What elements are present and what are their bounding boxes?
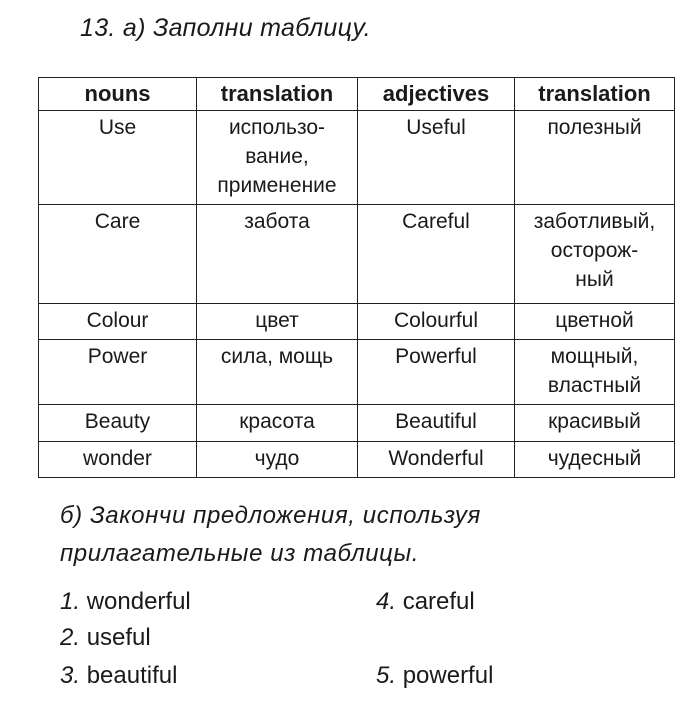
noun-cell: Power <box>39 340 197 405</box>
word-table <box>38 77 675 478</box>
answer-number: 3. <box>60 662 81 689</box>
noun-translation-cell: чудо <box>197 442 358 478</box>
adjective-translation-cell: чудесный <box>515 442 675 478</box>
noun-cell: wonder <box>39 442 197 478</box>
table-row <box>39 340 675 405</box>
noun-translation-cell: использо- вание, применение <box>197 111 358 205</box>
adjective-cell: Careful <box>358 205 515 304</box>
header-adjectives: adjectives <box>358 78 515 111</box>
answer-item <box>376 588 475 616</box>
header-translation-nouns: translation <box>197 78 358 111</box>
table-row <box>39 304 675 340</box>
noun-translation-cell: красота <box>197 405 358 442</box>
table-row <box>39 442 675 478</box>
header-translation-adjectives: translation <box>515 78 675 111</box>
adjective-cell: Wonderful <box>358 442 515 478</box>
answer-item <box>60 662 177 690</box>
answer-number: 2. <box>60 624 81 651</box>
answer-number: 4. <box>376 588 397 615</box>
noun-translation-cell: забота <box>197 205 358 304</box>
noun-translation-cell: цвет <box>197 304 358 340</box>
adjective-translation-cell: полезный <box>515 111 675 205</box>
noun-translation-cell: сила, мощь <box>197 340 358 405</box>
exercise-heading: 13. а) Заполни таблицу. <box>80 14 371 42</box>
header-nouns: nouns <box>39 78 197 111</box>
answer-word: useful <box>86 624 151 651</box>
answer-word: careful <box>402 588 475 615</box>
answer-item <box>60 588 191 616</box>
table-header-row <box>39 78 675 111</box>
adjective-cell: Useful <box>358 111 515 205</box>
answer-word: beautiful <box>86 662 178 689</box>
exercise-subheading: б) Закончи предложения, используя прилагательные из таблицы. <box>60 502 481 567</box>
answer-item <box>60 624 151 652</box>
answer-number: 5. <box>376 662 397 689</box>
adjective-translation-cell: красивый <box>515 405 675 442</box>
answer-word: wonderful <box>86 588 191 615</box>
noun-cell: Beauty <box>39 405 197 442</box>
word-table-container <box>38 77 674 478</box>
table-row <box>39 111 675 205</box>
answer-word: powerful <box>402 662 494 689</box>
adjective-translation-cell: цветной <box>515 304 675 340</box>
noun-cell: Use <box>39 111 197 205</box>
adjective-translation-cell: заботливый, осторож- ный <box>515 205 675 304</box>
table-row <box>39 405 675 442</box>
adjective-cell: Colourful <box>358 304 515 340</box>
noun-cell: Colour <box>39 304 197 340</box>
table-row <box>39 205 675 304</box>
adjective-cell: Beautiful <box>358 405 515 442</box>
answer-number: 1. <box>60 588 81 615</box>
adjective-cell: Powerful <box>358 340 515 405</box>
adjective-translation-cell: мощный, властный <box>515 340 675 405</box>
noun-cell: Care <box>39 205 197 304</box>
answer-item <box>376 662 493 690</box>
